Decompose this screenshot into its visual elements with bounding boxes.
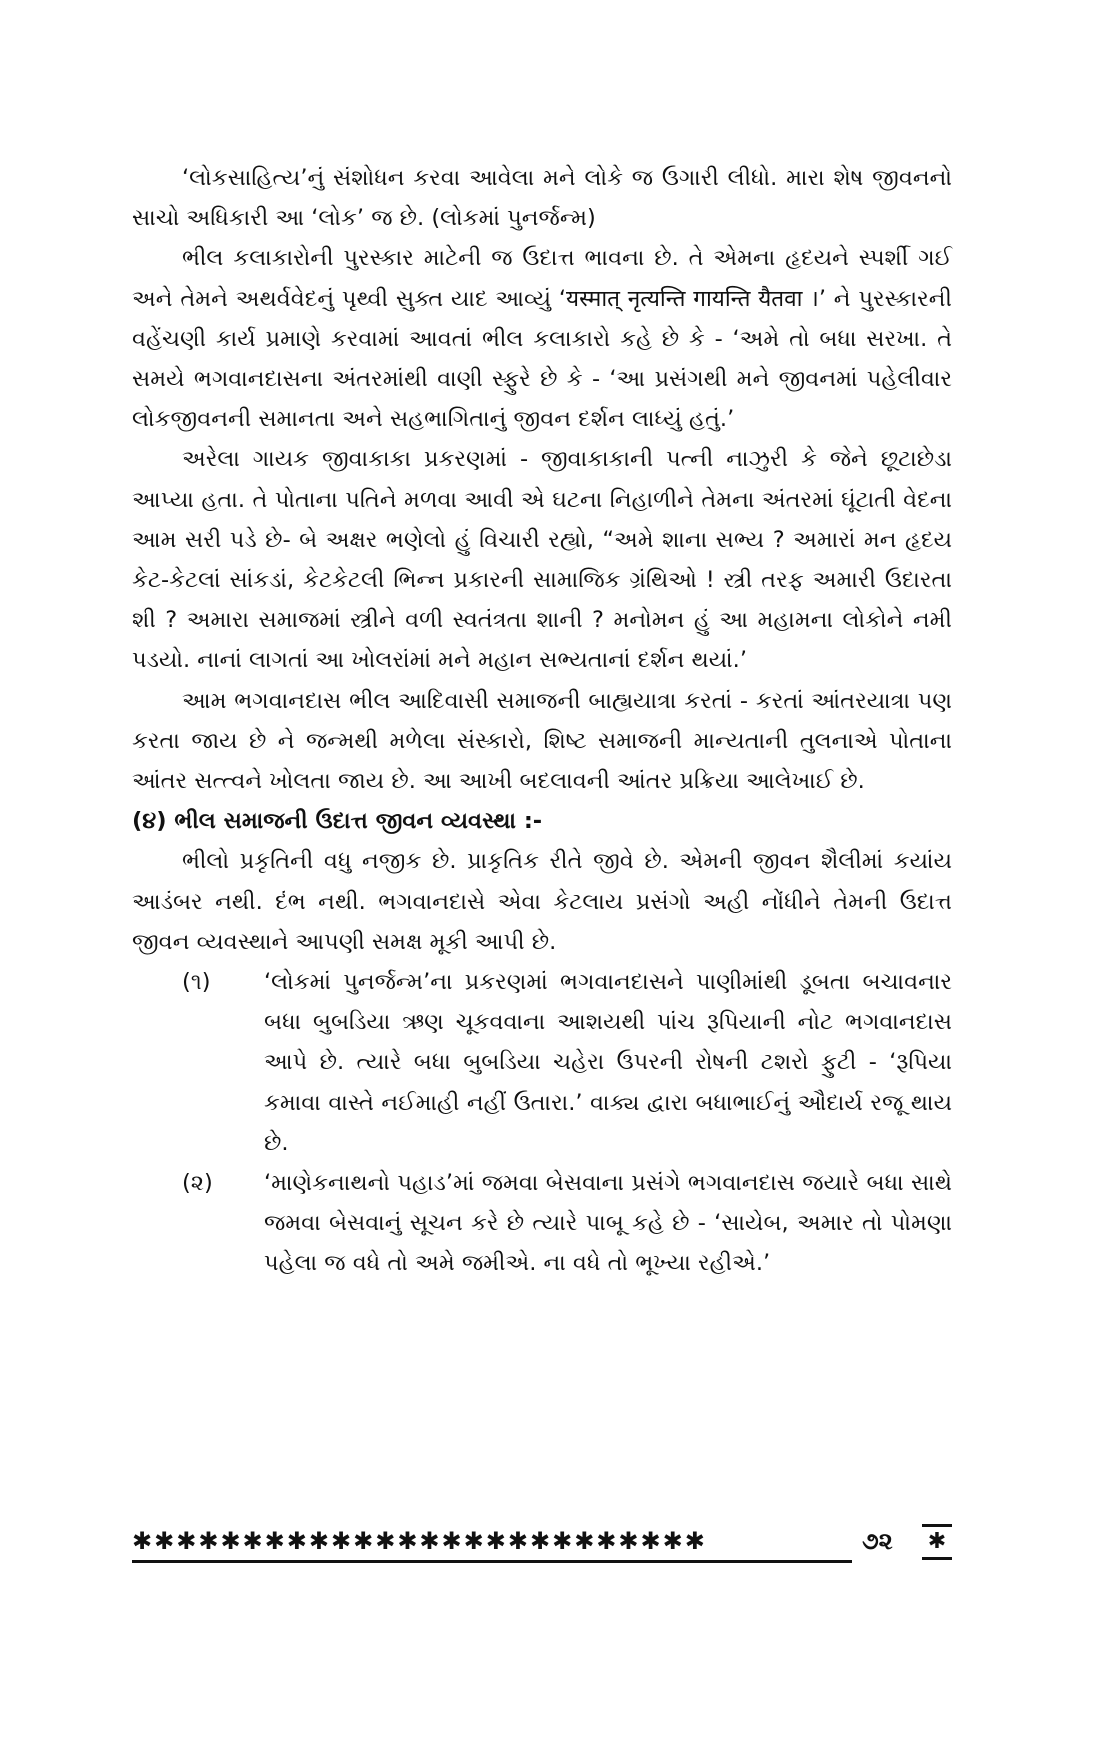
list-item [132,1163,952,1284]
section-heading: (૪) ભીલ સમાજની ઉદાત્ત જીવન વ્યવસ્થા :- [132,808,543,835]
page-footer [132,1524,952,1564]
list-item-number: (૧) [182,969,211,996]
page-number: ૭૨ [862,1527,893,1555]
list-item-text: ‘માણેકનાથનો પહાડ’માં જમવા બેસવાના પ્રસંગે ભગવાનદાસ જયારે બધા સાથે જમવા બેસવાનું સૂચન કરે છે ત્યારે પાબૂ કહે છે - ‘સાયેબ, અમાર તો પોમણા પહેલા જ વધે તો અમે જમીએ. ના વધે તો ભૂખ્યા રહીએ.’ [264,1170,952,1277]
footer-star-rule: ✱✱✱✱✱✱✱✱✱✱✱✱✱✱✱✱✱✱✱✱✱✱✱✱✱✱ [132,1524,852,1563]
paragraph-3: અરેલા ગાયક જીવાકાકા પ્રકરણમાં - જીવાકાકાની પત્ની નાઝુરી કે જેને છૂટાછેડા આપ્યા હતા. તે પોતાના પતિને મળવા આવી એ ઘટના નિહાળીને તેમના અંતરમાં ઘૂંટાતી વેદના આમ સરી પડે છે- બે અક્ષર ભણેલો હું વિચારી રહ્યો, “અમે શાના સભ્ય ? અમારાં મન હૃદય કેટ-કેટલાં સાંકડાં, કેટકેટલી ભિન્ન પ્રકારની સામાજિક ગ્રંથિઓ ! સ્ત્રી તરફ અમારી ઉદારતા શી ? અમારા સમાજમાં સ્ત્રીને વળી સ્વતંત્રતા શાની ? મનોમન હું આ મહામના લોકોને નમી પડયો. નાનાં લાગતાં આ ખોલરાંમાં મને મહાન સભ્યતાનાં દર્શન થયાં.’ [132,446,952,674]
paragraph-5: ભીલો પ્રકૃતિની વધુ નજીક છે. પ્રાકૃતિક રીતે જીવે છે. એમની જીવન શૈલીમાં કયાંય આડંબર નથી. દંભ નથી. ભગવાનદાસે એવા કેટલાય પ્રસંગો અહી નોંધીને તેમની ઉદાત્ત જીવન વ્યવસ્થાને આપણી સમક્ષ મૂકી આપી છે. [132,848,952,955]
list-item-text: ‘લોકમાં પુનર્જન્મ’ના પ્રકરણમાં ભગવાનદાસને પાણીમાંથી ડૂબતા બચાવનાર બધા બુબડિયા ઋણ ચૂકવવાના આશયથી પાંચ રૂપિયાની નોટ ભગવાનદાસ આપે છે. ત્યારે બધા બુબડિયા ચહેરા ઉપરની રોષની ટશરો ફુટી - ‘રૂપિયા કમાવા વાસ્તે નઈમાહી નહીં ઉતારા.’ વાક્ય દ્વારા બધાભાઈનું ઔદાર્ય રજૂ થાય છે. [264,969,952,1156]
page-body [132,158,952,1284]
list-item-number: (૨) [182,1170,213,1197]
list-item [132,962,952,1163]
paragraph-1: ‘લોકસાહિત્ય’નું સંશોધન કરવા આવેલા મને લોકે જ ઉગારી લીધો. મારા શેષ જીવનનો સાચો અધિકારી આ ‘લોક’ જ છે. (લોકમાં પુનર્જન્મ) [132,165,952,232]
footer-end-star-icon: ✱ [922,1524,952,1560]
paragraph-2: ભીલ કલાકારોની પુરસ્કાર માટેની જ ઉદાત્ત ભાવના છે. તે એમના હૃદયને સ્પર્શી ગઈ અને તેમને અથર્વવેદનું પૃથ્વી સુક્ત યાદ આવ્યું ‘यस्मात् नृत्यन्ति गायन्ति यैतवा ।’ ને પુરસ્કારની વહેંચણી કાર્ય પ્રમાણે કરવામાં આવતાં ભીલ કલાકારો કહે છે કે - ‘અમે તો બધા સરખા. તે સમયે ભગવાનદાસના અંતરમાંથી વાણી સ્ફુરે છે કે - ‘આ પ્રસંગથી મને જીવનમાં પહેલીવાર લોકજીવનની સમાનતા અને સહભાગિતાનું જીવન દર્શન લાધ્યું હતું.’ [132,245,952,433]
paragraph-4: આમ ભગવાનદાસ ભીલ આદિવાસી સમાજની બાહ્યયાત્રા કરતાં - કરતાં આંતરયાત્રા પણ કરતા જાય છે ને જન્મથી મળેલા સંસ્કારો, શિષ્ટ સમાજની માન્યતાની તુલનાએ પોતાના આંતર સત્ત્વને ખોલતા જાય છે. આ આખી બદલાવની આંતર પ્રક્રિયા આલેખાઈ છે. [132,687,952,795]
